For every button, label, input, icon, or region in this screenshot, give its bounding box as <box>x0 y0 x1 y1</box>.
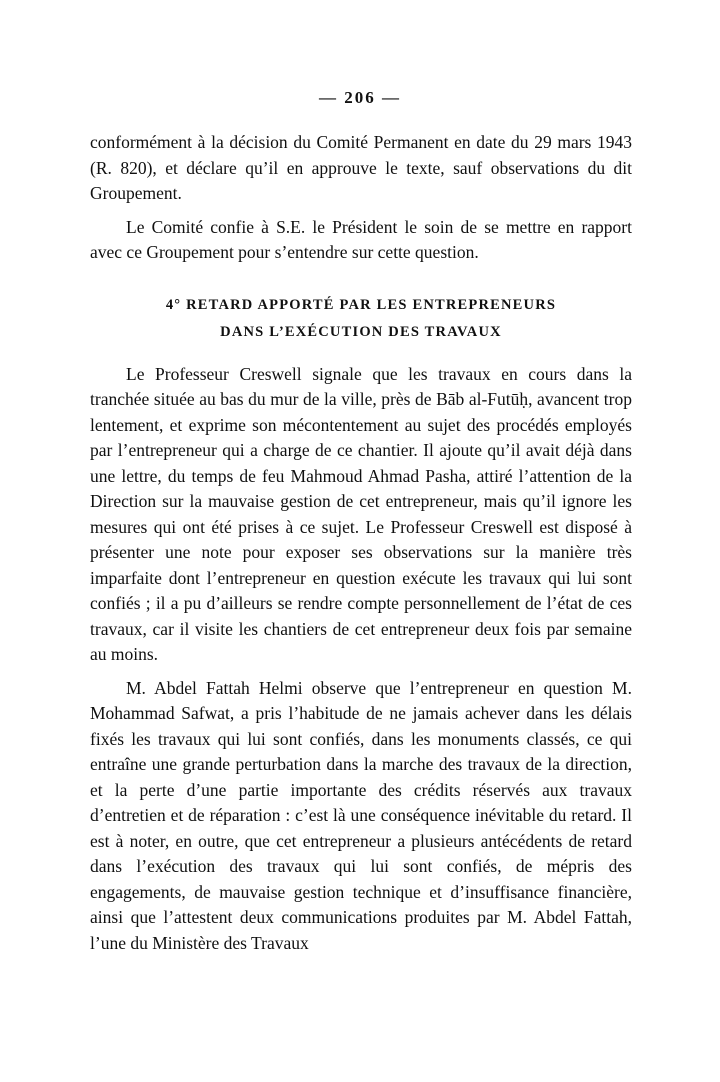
paragraph-abdel-fattah: M. Abdel Fattah Helmi observe que l’entrepreneur en question M. Mohammad Safwat, a pris l’habitude de ne jamais achever dans les délais fixés les travaux qui lui sont confiés, dans les monuments classés, ce qui entraîne une grande perturbation dans la marche des travaux de la direction, et la perte d’une partie importante des crédits réservés aux travaux d’entretien et de réparation : c’est là une conséquence inévitable du retard. Il est à noter, en outre, que cet entrepreneur a plusieurs antécédents de retard dans l’exécution des travaux qui lui sont confiés, de mépris des engagements, de mauvaise gestion technique et d’insuffisance financière, ainsi que l’attestent deux communications produites par M. Abdel Fattah, l’une du Ministère des Travaux <box>90 677 632 953</box>
section-heading-line-2: DANS L’EXÉCUTION DES TRAVAUX <box>220 323 502 340</box>
section-heading-line-1: 4° RETARD APPORTÉ PAR LES ENTREPRENEURS <box>165 296 557 313</box>
section-heading <box>90 292 632 346</box>
page-number: — 206 — <box>319 88 401 107</box>
paragraph-comite-confie: Le Comité confie à S.E. le Président le soin de se mettre en rapport avec ce Groupement pour s’entendre sur cette question. <box>90 216 632 262</box>
paragraph-creswell: Le Professeur Creswell signale que les travaux en cours dans la tranchée située au bas du mur de la ville, près de Bāb al-Futūḥ, avancent trop lentement, et exprime son mécontentement au sujet des procédés employés par l’entrepreneur qui a charge de ce chantier. Il ajoute qu’il avait déjà dans une lettre, du temps de feu Mahmoud Ahmad Pasha, attiré l’attention de la Direction sur la mauvaise gestion de cet entrepreneur, mais qu’il ignore les mesures qui ont été prises à ce sujet. Le Professeur Creswell est disposé à présenter une note pour exposer ses observations sur la manière très imparfaite dont l’entrepreneur en question exécute les travaux qui lui sont confiés ; il a pu d’ailleurs se rendre compte personnellement de l’état de ces travaux, car il visite les chantiers de cet entrepreneur deux fois par semaine au moins. <box>90 363 632 664</box>
paragraph-continuation: conformément à la décision du Comité Permanent en date du 29 mars 1943 (R. 820), et déclare qu’il en approuve le texte, sauf observations du dit Groupement. <box>90 132 632 203</box>
page-content <box>90 130 632 956</box>
